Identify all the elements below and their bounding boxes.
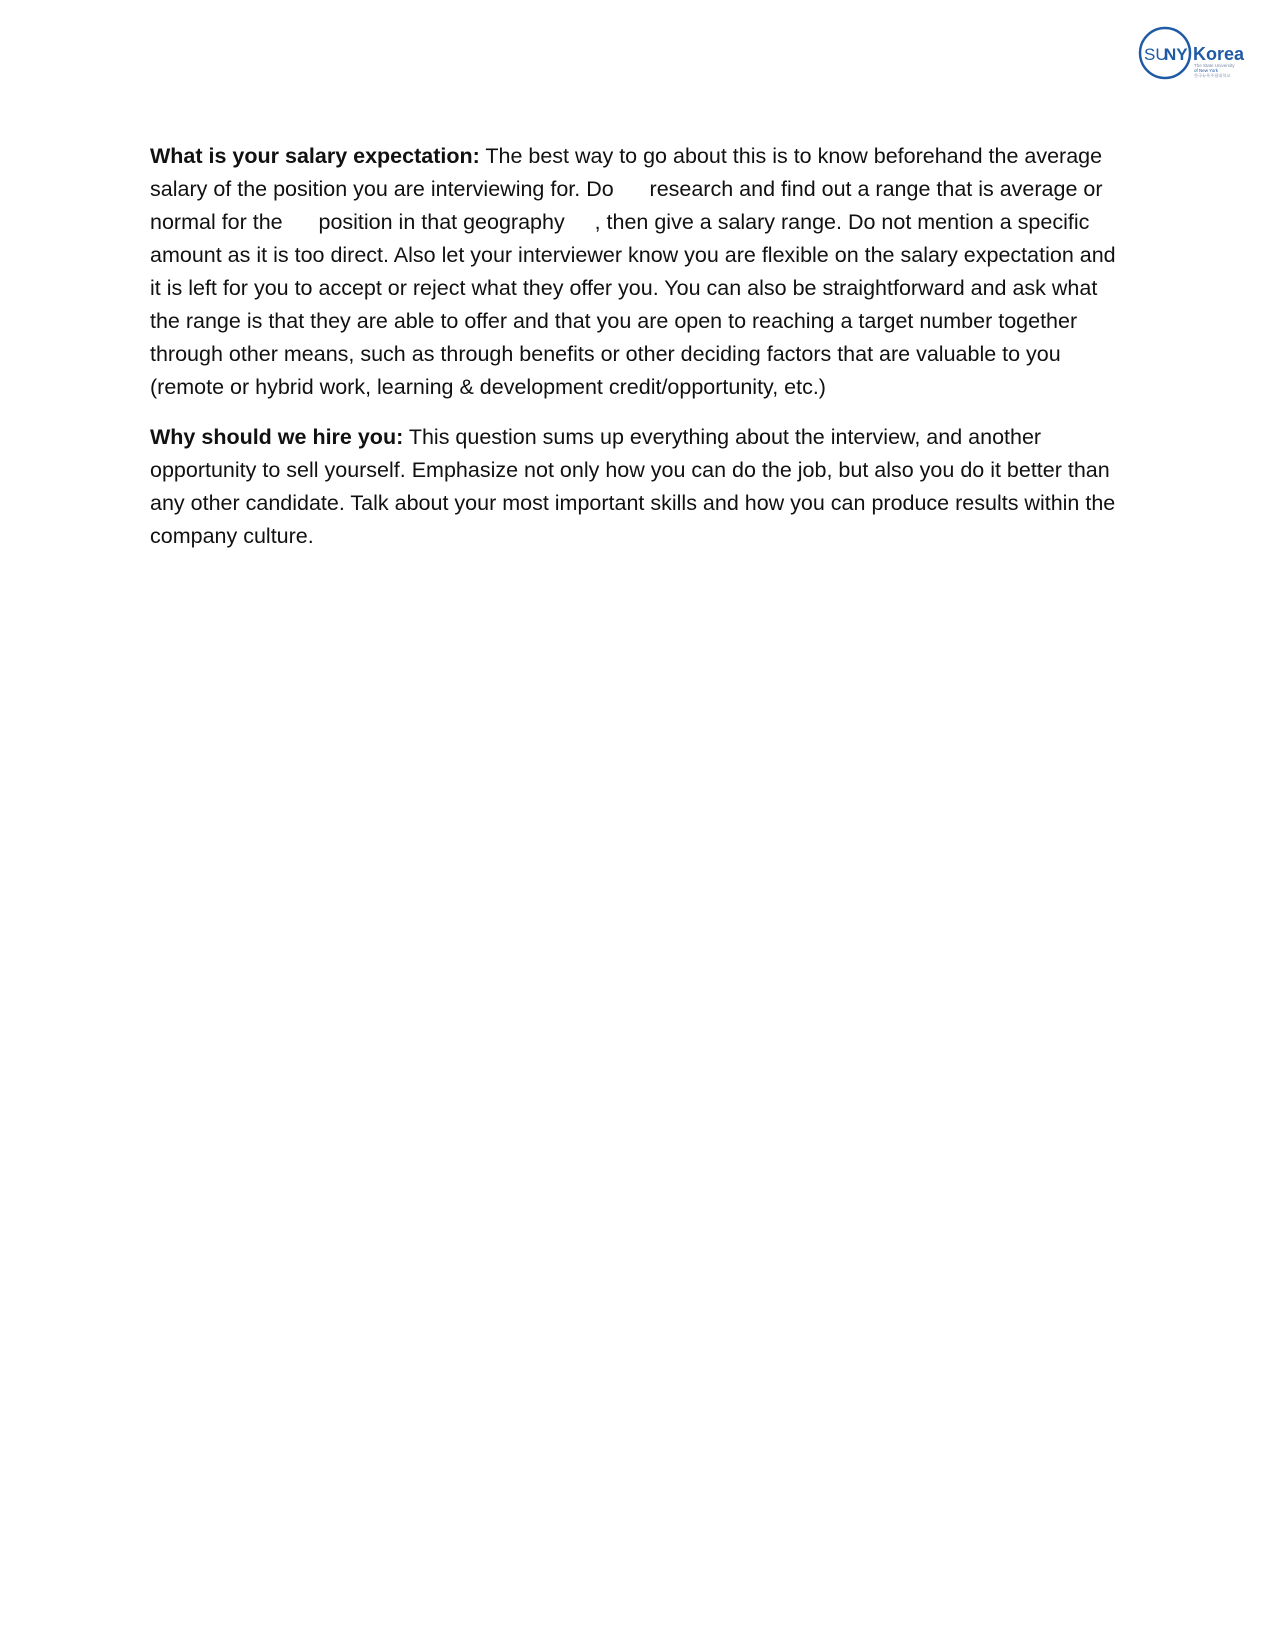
suny-korea-logo: [1138, 26, 1248, 84]
document-body: [150, 140, 1130, 570]
logo-wordmark: Korea: [1193, 44, 1245, 64]
salary-answer: The best way to go about this is to know beforehand the average salary of the position you are interviewing for. Do research and find out a range that is average or normal for the position in that geography , then give a salary range. Do not mention a specific amount as it is too direct. Also let your interviewer know you are flexible on the salary expectation and it is left for you to accept or reject what they offer you. You can also be straightforward and ask what the range is that they are able to offer and that you are open to reaching a target number together through other means, such as through benefits or other deciding factors that are valuable to you (remote or hybrid work, learning & development credit/opportunity, etc.): [150, 144, 1122, 399]
logo-tagline-2: of New York: [1194, 68, 1219, 73]
logo-tagline-3: 한국뉴욕주립대학교: [1194, 73, 1231, 78]
logo-su-text: SU: [1144, 45, 1168, 64]
salary-question: What is your salary expectation:: [150, 144, 480, 168]
logo-ny-text: NY: [1164, 45, 1188, 64]
hire-paragraph: [150, 421, 1130, 553]
hire-question: Why should we hire you:: [150, 425, 404, 449]
logo-tagline-1: The State University: [1194, 63, 1235, 68]
hire-answer: This question sums up everything about the interview, and another opportunity to sell yourself. Emphasize not only how you can do the job, but also you do it better than any other candidate. Talk about your most important skills and how you can produce results within the company culture.: [150, 425, 1116, 548]
salary-paragraph: [150, 140, 1130, 404]
